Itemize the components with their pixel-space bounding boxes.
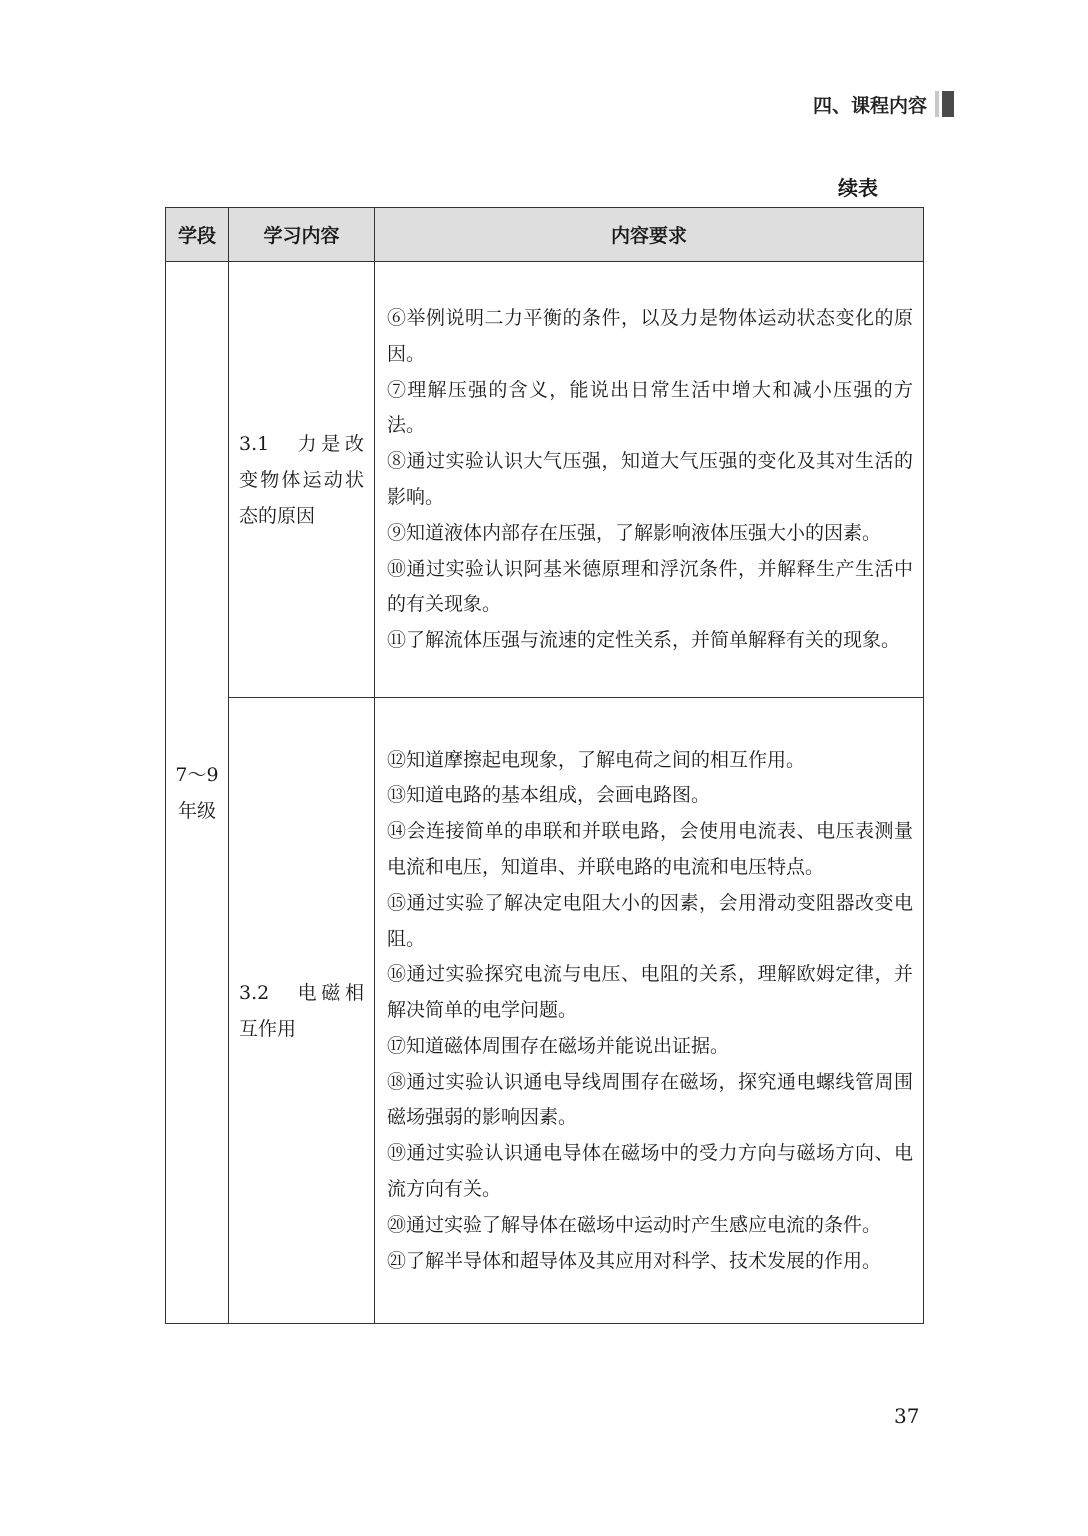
curriculum-table: [165, 207, 924, 1324]
requirement-item: ⑦理解压强的含义，能说出日常生活中增大和减小压强的方法。: [387, 378, 913, 437]
table-row: [166, 262, 924, 698]
header-stage: 学段: [166, 208, 229, 262]
requirement-item: ⑨知道液体内部存在压强，了解影响液体压强大小的因素。: [387, 521, 882, 544]
requirement-item: ⑲通过实验认识通电导体在磁场中的受力方向与磁场方向、电流方向有关。: [387, 1142, 913, 1201]
header-bar-ornament: [935, 91, 954, 117]
requirement-item: ⑭会连接简单的串联和并联电路，会使用电流表、电压表测量电流和电压，知道串、并联电路的电流和电压特点。: [387, 820, 913, 878]
stage-grade-range: 7～9: [175, 763, 219, 786]
stage-cell: [166, 262, 229, 1324]
running-header: [813, 88, 954, 120]
requirement-item: ㉑了解半导体和超导体及其应用对科学、技术发展的作用。: [387, 1249, 882, 1272]
stage-grade-label: 年级: [177, 799, 216, 822]
page-number: 37: [894, 1404, 920, 1428]
section-title: 四、课程内容: [812, 94, 927, 117]
requirement-item: ⑧通过实验认识大气压强，知道大气压强的变化及其对生活的影响。: [387, 450, 913, 508]
requirement-item: ⑪了解流体压强与流速的定性关系，并简单解释有关的现象。: [387, 629, 901, 652]
table-row: [166, 698, 924, 1324]
table-header-row: [166, 208, 924, 262]
requirement-item: ⑥举例说明二力平衡的条件，以及力是物体运动状态变化的原因。: [387, 307, 913, 365]
requirement-item: ⑮通过实验了解决定电阻大小的因素，会用滑动变阻器改变电阻。: [387, 891, 913, 950]
topic-cell: 3.1 力是改变物体运动状态的原因: [229, 262, 375, 698]
continued-table-label: 续表: [838, 176, 878, 200]
topic-cell: 3.2 电磁相互作用: [229, 698, 375, 1324]
requirement-item: ⑯通过实验探究电流与电压、电阻的关系，理解欧姆定律，并解决简单的电学问题。: [387, 963, 913, 1022]
requirement-item: ⑳通过实验了解导体在磁场中运动时产生感应电流的条件。: [387, 1213, 882, 1236]
requirement-item: ⑫知道摩擦起电现象，了解电荷之间的相互作用。: [387, 748, 806, 771]
requirements-cell: [375, 262, 924, 698]
requirements-cell: [375, 698, 924, 1324]
requirement-item: ⑱通过实验认识通电导线周围存在磁场，探究通电螺线管周围磁场强弱的影响因素。: [387, 1070, 913, 1129]
header-content-requirements: 内容要求: [375, 208, 924, 262]
header-learning-content: 学习内容: [229, 208, 375, 262]
requirement-item: ⑩通过实验认识阿基米德原理和浮沉条件，并解释生产生活中的有关现象。: [387, 557, 913, 616]
requirement-item: ⑬知道电路的基本组成，会画电路图。: [387, 784, 711, 807]
requirement-item: ⑰知道磁体周围存在磁场并能说出证据。: [387, 1034, 730, 1057]
